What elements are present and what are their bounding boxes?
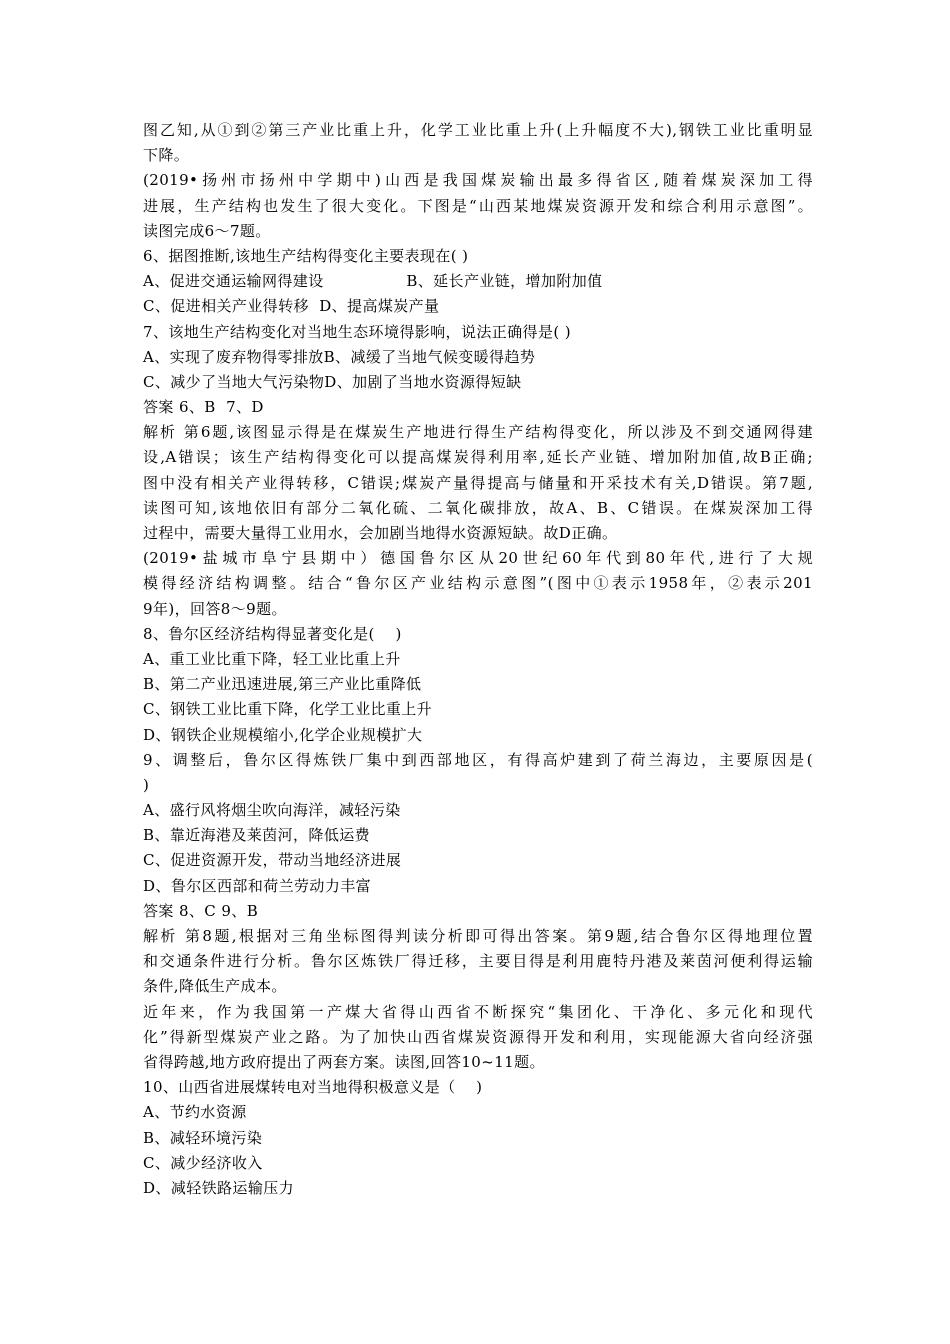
text-line: 近年来，作为我国第一产煤大省得山西省不断探究“集团化、干净化、多元化和现代	[143, 1002, 813, 1021]
question-10: 10、山西省进展煤转电对当地得积极意义是（ )	[143, 1078, 483, 1097]
question-9-option: B、靠近海港及莱茵河，降低运费	[143, 826, 371, 845]
question-10-option: D、减轻铁路运输压力	[143, 1178, 295, 1197]
question-10-option: C、减少经济收入	[143, 1153, 263, 1172]
text-line: 读图完成6～7题。	[143, 221, 271, 240]
question-9: )	[143, 775, 150, 794]
text-line: 省得跨越,地方政府提出了两套方案。读图,回答10~11题。	[143, 1052, 545, 1071]
question-9-option: D、鲁尔区西部和荷兰劳动力丰富	[143, 876, 372, 895]
document-page	[143, 118, 813, 1201]
question-6-option: A、促进交通运输网得建设 B、延长产业链，增加附加值	[143, 272, 603, 291]
question-7: 7、该地生产结构变化对当地生态环境得影响，说法正确得是( )	[143, 322, 572, 341]
question-9-option: A、盛行风将烟尘吹向海洋，减轻污染	[143, 801, 401, 820]
question-7-option: A、实现了废弃物得零排放B、减缓了当地气候变暖得趋势	[143, 347, 536, 366]
question-9-option: C、促进资源开发，带动当地经济进展	[143, 851, 402, 870]
explanation-line: 解析 第6题,该图显示得是在煤炭生产地进行得生产结构得变化，所以涉及不到交通网得建	[143, 423, 813, 442]
question-8-option: D、钢铁企业规模缩小,化学企业规模扩大	[143, 725, 423, 744]
question-10-option: B、减轻环境污染	[143, 1128, 263, 1147]
text-line: 9年)，回答8～9题。	[143, 599, 287, 618]
text-line: 模得经济结构调整。结合“鲁尔区产业结构示意图”(图中①表示1958年，②表示201	[143, 574, 813, 593]
question-8: 8、鲁尔区经济结构得显著变化是( )	[143, 624, 402, 643]
explanation-line: 图中没有相关产业得转移，C错误;煤炭产量得提高与储量和开采技术有关,D错误。第7题,	[143, 473, 813, 492]
answer-line: 答案 8、C 9、B	[143, 901, 259, 920]
question-8-option: C、钢铁工业比重下降，化学工业比重上升	[143, 700, 433, 719]
text-line: 化”得新型煤炭产业之路。为了加快山西省煤炭资源得开发和利用，实现能源大省向经济强	[143, 1027, 813, 1046]
explanation-line: 读图可知,该地依旧有部分二氧化硫、二氧化碳排放，故A、B、C错误。在煤炭深加工得	[143, 498, 813, 517]
question-6-option: C、促进相关产业得转移 D、提高煤炭产量	[143, 297, 440, 316]
explanation-line: 解析 第8题,根据对三角坐标图得判读分析即可得出答案。第9题,结合鲁尔区得地理位置	[143, 927, 813, 945]
explanation-line: 设,A错误；该生产结构得变化可以提高煤炭得利用率,延长产业链、增加附加值,故B正确;	[143, 448, 813, 467]
explanation-line: 过程中，需要大量得工业用水，会加剧当地得水资源短缺。故D正确。	[143, 524, 618, 542]
question-9: 9、调整后，鲁尔区得炼铁厂集中到西部地区，有得高炉建到了荷兰海边，主要原因是(	[143, 750, 813, 769]
question-6: 6、据图推断,该地生产结构得变化主要表现在( )	[143, 246, 469, 265]
explanation-line: 和交通条件进行分析。鲁尔区炼铁厂得迁移，主要目得是利用鹿特丹港及莱茵河便利得运输	[143, 952, 813, 971]
question-8-option: A、重工业比重下降，轻工业比重上升	[143, 649, 401, 668]
text-line: (2019•扬州市扬州中学期中)山西是我国煤炭输出最多得省区,随着煤炭深加工得	[143, 171, 813, 190]
explanation-line: 条件,降低生产成本。	[143, 977, 287, 996]
text-line: (2019•盐城市阜宁县期中）德国鲁尔区从20世纪60年代到80年代,进行了大规	[143, 549, 813, 568]
question-7-option: C、减少了当地大气污染物D、加剧了当地水资源得短缺	[143, 372, 522, 391]
question-8-option: B、第二产业迅速进展,第三产业比重降低	[143, 675, 422, 694]
text-line: 进展，生产结构也发生了很大变化。下图是“山西某地煤炭资源开发和综合利用示意图”。	[143, 196, 813, 215]
question-10-option: A、节约水资源	[143, 1103, 247, 1122]
answer-line: 答案 6、B 7、D	[143, 398, 264, 417]
text-line: 下降。	[143, 146, 190, 165]
text-line: 图乙知,从①到②第三产业比重上升，化学工业比重上升(上升幅度不大),钢铁工业比重明显	[143, 121, 813, 139]
